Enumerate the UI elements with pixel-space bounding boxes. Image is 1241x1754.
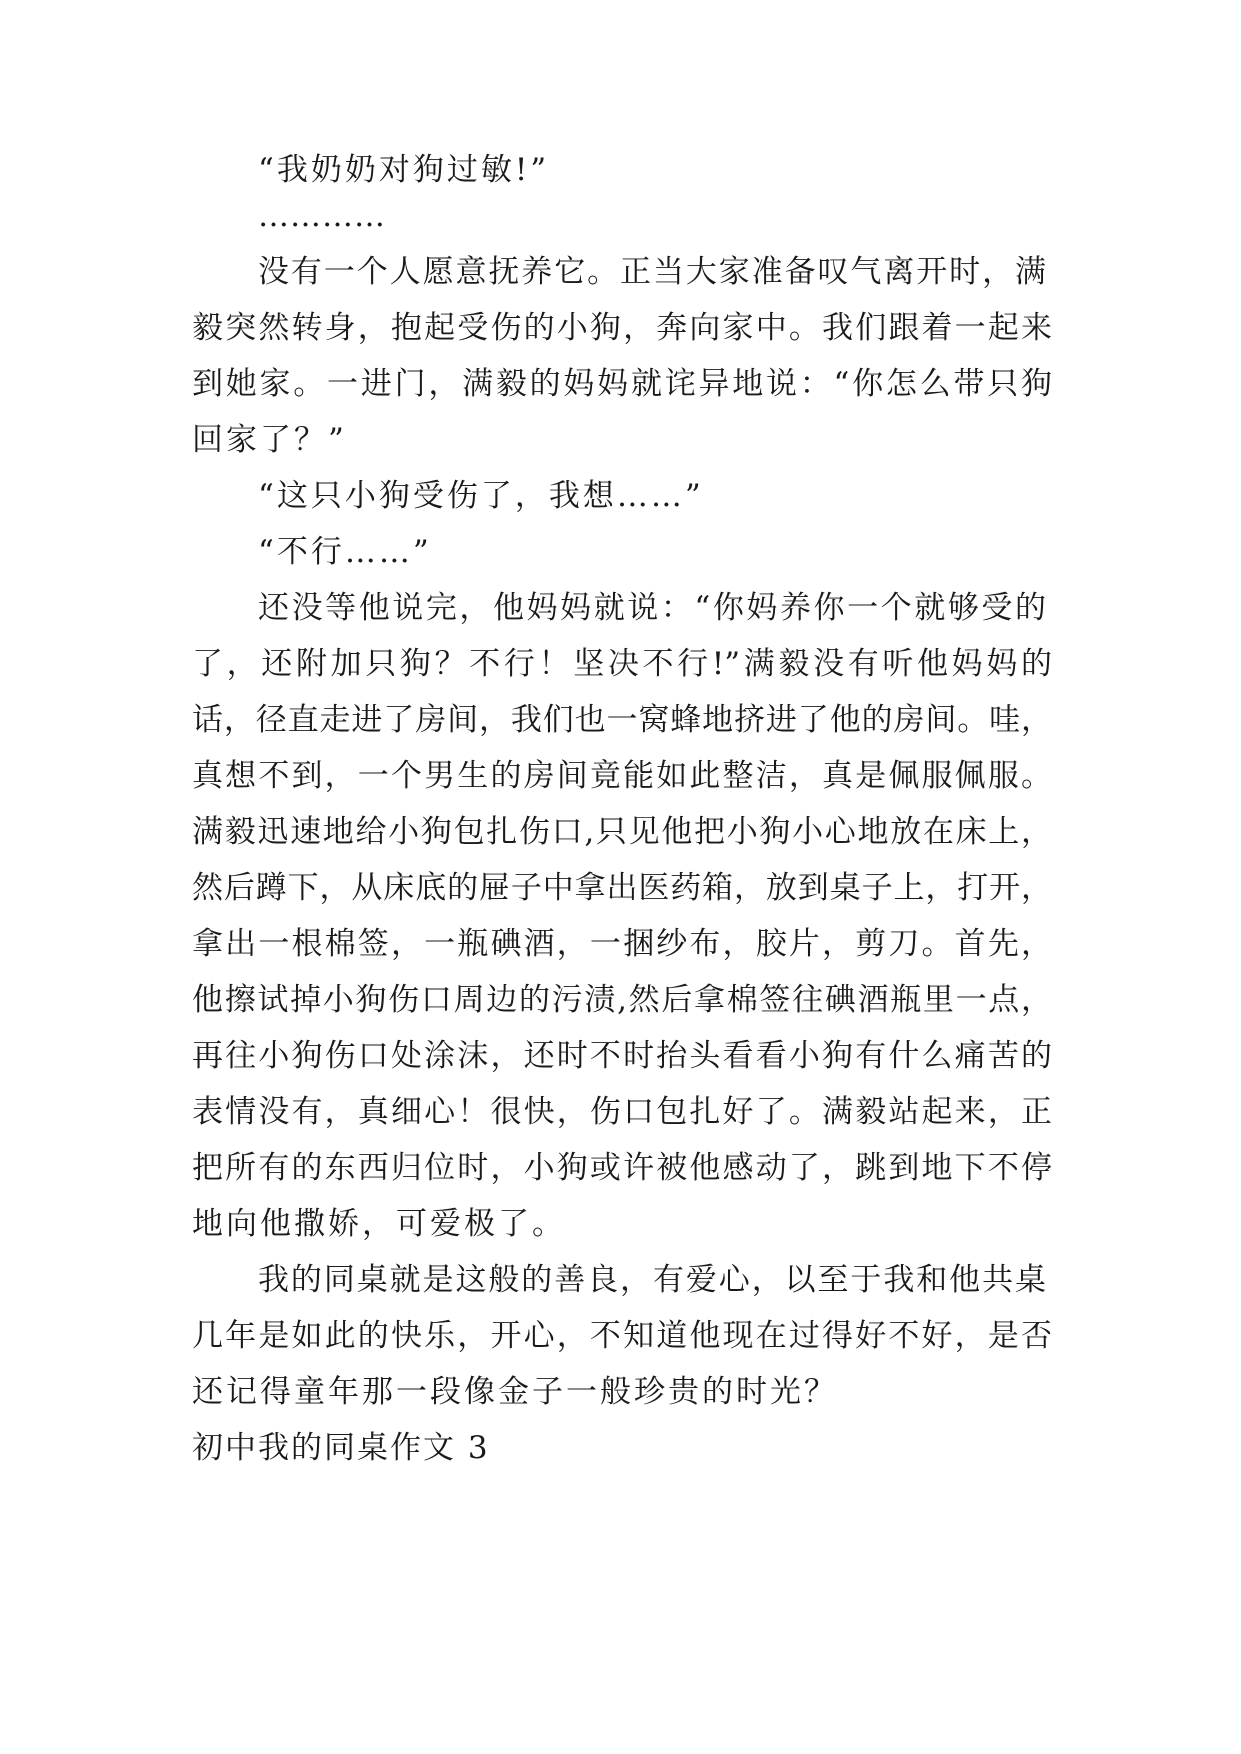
dialogue-line: “不行……”	[258, 534, 432, 570]
paragraph-line: 了，还附加只狗？不行！坚决不行!”满毅没有听他妈妈的	[192, 646, 1052, 682]
dialogue-line: “这只小狗受伤了，我想……”	[258, 478, 704, 514]
paragraph-line: 表情没有，真细心！很快，伤口包扎好了。满毅站起来，正	[192, 1094, 1052, 1130]
paragraph-line: 再往小狗伤口处涂沫，还时不时抬头看看小狗有什么痛苦的	[192, 1038, 1052, 1074]
ellipsis-line: …………	[258, 198, 386, 234]
paragraph-line: 拿出一根棉签，一瓶碘酒，一捆纱布，胶片，剪刀。首先，	[192, 926, 1052, 962]
paragraph-line: 真想不到，一个男生的房间竟能如此整洁，真是佩服佩服。	[192, 758, 1052, 794]
paragraph-line: 没有一个人愿意抚养它。正当大家准备叹气离开时，满	[258, 254, 1046, 290]
paragraph-line: 到她家。一进门，满毅的妈妈就诧异地说：“你怎么带只狗	[192, 366, 1052, 402]
paragraph-line: 他擦试掉小狗伤口周边的污渍,然后拿棉签往碘酒瓶里一点，	[192, 982, 1052, 1018]
dialogue-line: “我奶奶对狗过敏!”	[258, 152, 550, 188]
paragraph-line: 还没等他说完，他妈妈就说：“你妈养你一个就够受的	[258, 590, 1046, 626]
paragraph-line: 地向他撒娇，可爱极了。	[192, 1206, 566, 1242]
paragraph-line: 回家了？”	[192, 422, 347, 458]
paragraph-line: 还记得童年那一段像金子一般珍贵的时光？	[192, 1374, 838, 1410]
section-heading: 初中我的同桌作文 3	[192, 1430, 490, 1466]
paragraph-line: 把所有的东西归位时，小狗或许被他感动了，跳到地下不停	[192, 1150, 1052, 1186]
paragraph-line: 我的同桌就是这般的善良，有爱心，以至于我和他共桌	[258, 1262, 1046, 1298]
paragraph-line: 话，径直走进了房间，我们也一窝蜂地挤进了他的房间。哇，	[192, 702, 1052, 738]
paragraph-line: 满毅迅速地给小狗包扎伤口,只见他把小狗小心地放在床上，	[192, 814, 1052, 850]
paragraph-line: 几年是如此的快乐，开心，不知道他现在过得好不好，是否	[192, 1318, 1052, 1354]
paragraph-line: 毅突然转身，抱起受伤的小狗，奔向家中。我们跟着一起来	[192, 310, 1052, 346]
paragraph-line: 然后蹲下，从床底的屉子中拿出医药箱，放到桌子上，打开，	[192, 870, 1052, 906]
